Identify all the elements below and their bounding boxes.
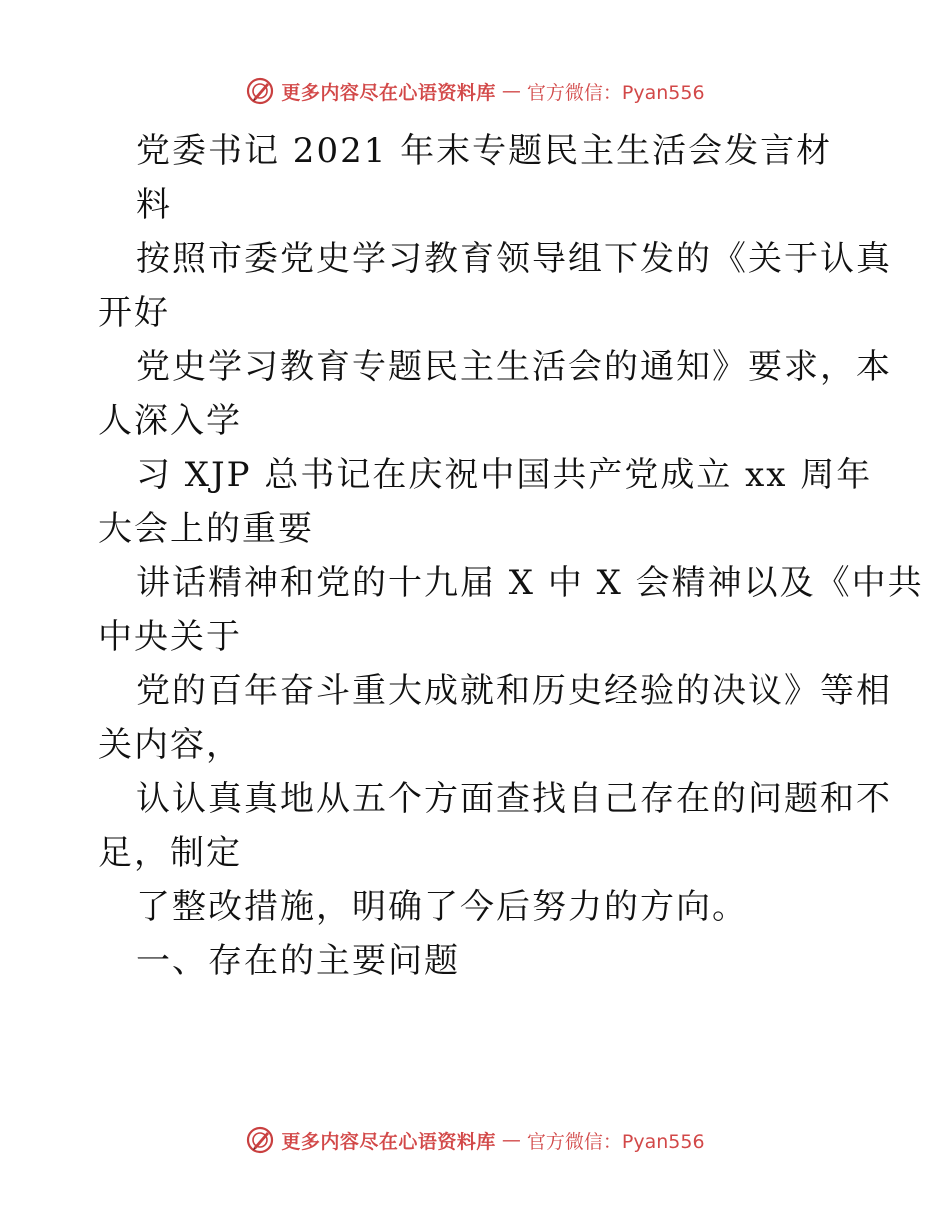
banner-wechat-id: 官方微信：Pyan556 bbox=[526, 1130, 705, 1153]
document-line: 足，制定 bbox=[98, 833, 242, 873]
document-line: 按照市委党史学习教育领导组下发的《关于认真 bbox=[136, 239, 892, 279]
banner-dash: — bbox=[501, 1129, 521, 1151]
document-line: 人深入学 bbox=[98, 401, 242, 441]
document-line: 认认真真地从五个方面查找自己存在的问题和不 bbox=[136, 779, 892, 819]
banner-site-name: 更多内容尽在心语资料库 bbox=[281, 1130, 496, 1153]
document-line: 一、存在的主要问题 bbox=[136, 941, 460, 981]
pen-logo-icon bbox=[245, 76, 275, 106]
document-line: 党史学习教育专题民主生活会的通知》要求，本 bbox=[136, 347, 892, 387]
banner-wechat-id: 官方微信：Pyan556 bbox=[526, 81, 705, 104]
document-line: 中央关于 bbox=[98, 617, 242, 657]
document-line: 党委书记 2021 年末专题民主生活会发言材 bbox=[136, 131, 833, 171]
header-watermark-banner bbox=[0, 71, 950, 111]
document-line: 关内容， bbox=[98, 725, 242, 765]
document-line: 党的百年奋斗重大成就和历史经验的决议》等相 bbox=[136, 671, 892, 711]
pen-logo-icon bbox=[245, 1125, 275, 1155]
document-line: 大会上的重要 bbox=[98, 509, 314, 549]
document-body bbox=[98, 124, 924, 988]
document-line: 讲话精神和党的十九届 X 中 X 会精神以及《中共 bbox=[136, 563, 924, 603]
document-line: 习 XJP 总书记在庆祝中国共产党成立 xx 周年 bbox=[136, 455, 873, 495]
banner-site-name: 更多内容尽在心语资料库 bbox=[281, 81, 496, 104]
document-line: 料 bbox=[136, 185, 172, 225]
document-line: 开好 bbox=[98, 293, 170, 333]
banner-dash: — bbox=[501, 80, 521, 102]
document-line: 了整改措施，明确了今后努力的方向。 bbox=[136, 887, 748, 927]
footer-watermark-banner bbox=[0, 1120, 950, 1160]
